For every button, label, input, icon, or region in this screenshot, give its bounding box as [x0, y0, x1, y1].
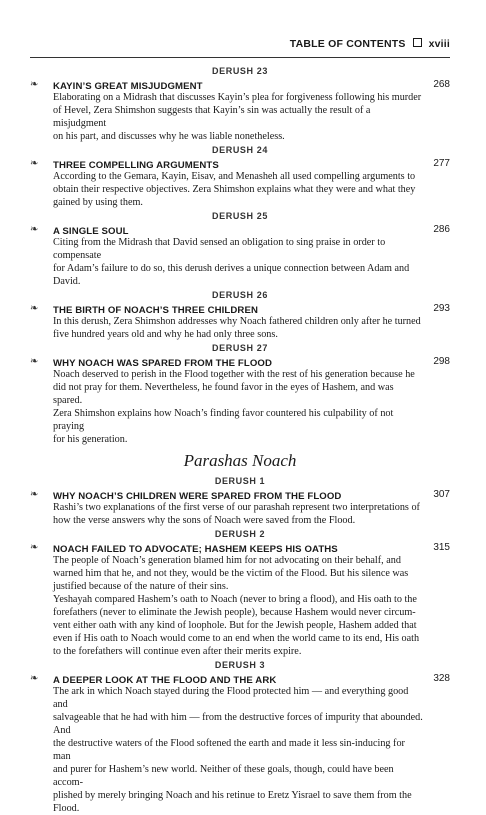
leaf-ornament-icon: ❧: [30, 489, 39, 500]
entry-title-row: [30, 488, 450, 502]
toc-entry[interactable]: [30, 672, 450, 815]
header-rule: [30, 57, 450, 58]
entry-description-line: plished by merely bringing Noach and his retinue to Eretz Yisrael to save them from the Flood.: [53, 790, 412, 814]
toc-entry[interactable]: [30, 157, 450, 209]
leaf-ornament-icon: ❧: [30, 158, 39, 169]
entry-description-line: the destructive waters of the Flood softened the earth and made it less sin-inducing for man: [53, 738, 405, 762]
derush-label: DERUSH 2: [214, 529, 266, 539]
entry-description-line: how the verse answers why the sons of Noach were saved from the Flood.: [53, 515, 356, 526]
entry-description-line: Rashi’s two explanations of the first verse of our parashah represent two interpretations of: [53, 502, 420, 513]
header-text: [290, 38, 450, 50]
running-header: [30, 38, 450, 52]
entry-description-line: for Adam’s failure to do so, this derush derives a unique connection between Adam and David.: [53, 263, 410, 287]
entry-title: THREE COMPELLING ARGUMENTS: [53, 160, 219, 171]
entry-title: A SINGLE SOUL: [53, 226, 129, 237]
toc-entry[interactable]: [30, 488, 450, 527]
toc-entry[interactable]: [30, 78, 450, 143]
entry-page-number: 268: [433, 79, 450, 90]
entry-title: KAYIN’S GREAT MISJUDGMENT: [53, 81, 203, 92]
entry-title-row: [30, 302, 450, 316]
entry-page-number: 277: [433, 158, 450, 169]
toc-section-bereishis: [30, 65, 450, 446]
entry-description-line: The ark in which Noach stayed during the Flood protected him — and everything good and: [53, 686, 409, 710]
toc-entry[interactable]: [30, 223, 450, 288]
entry-description-line: on his part, and discusses why he was liable nonetheless.: [53, 131, 285, 142]
entry-title: A DEEPER LOOK AT THE FLOOD AND THE ARK: [53, 675, 277, 686]
entry-title: WHY NOACH WAS SPARED FROM THE FLOOD: [53, 358, 273, 369]
entry-description-line: salvageable that he had with him — from the destructive forces of impurity that abounded. And: [53, 712, 423, 736]
derush-label: DERUSH 24: [212, 145, 268, 155]
leaf-ornament-icon: ❧: [30, 542, 39, 553]
entry-title-row: [30, 157, 450, 171]
entry-description-line: Citing from the Midrash that David sensed an obligation to sing praise in order to compensate: [53, 237, 386, 261]
entry-page-number: 315: [433, 542, 450, 553]
square-icon: [413, 38, 422, 47]
entry-title: WHY NOACH’S CHILDREN WERE SPARED FROM THE FLOOD: [53, 491, 342, 502]
entry-description-line: for his generation.: [53, 434, 128, 445]
toc-entry[interactable]: [30, 355, 450, 446]
header-page-number: xviii: [428, 38, 450, 50]
entry-description-line: five hundred years old and why he had only three sons.: [53, 329, 278, 340]
derush-label: DERUSH 1: [214, 476, 266, 486]
toc-entry[interactable]: [30, 302, 450, 341]
entry-description-line: justified because of the nature of their sins.: [53, 581, 229, 592]
entry-description-line: Noach deserved to perish in the Flood together with the rest of his generation because he: [53, 369, 415, 380]
entry-page-number: 293: [433, 303, 450, 314]
derush-label: DERUSH 3: [214, 660, 266, 670]
derush-label: DERUSH 25: [212, 211, 268, 221]
toc-entry[interactable]: [30, 541, 450, 658]
entry-description-line: and purer for Hashem’s new world. Neither of these goals, though, could have been accom-: [53, 764, 394, 788]
entry-description-line: gained by using them.: [53, 197, 143, 208]
entry-description-line: Elaborating on a Midrash that discusses Kayin’s plea for forgiveness following his murder: [53, 92, 422, 103]
derush-label: DERUSH 26: [212, 290, 268, 300]
entry-description-line: Yeshayah compared Hashem’s oath to Noach (never to bring a flood), and His oath to the: [53, 594, 417, 605]
leaf-ornament-icon: ❧: [30, 224, 39, 235]
derush-label: DERUSH 27: [212, 343, 268, 353]
derush-label: DERUSH 23: [212, 66, 268, 76]
entry-description-line: The people of Noach’s generation blamed him for not advocating on their behalf, and: [53, 555, 401, 566]
entry-title-row: [30, 355, 450, 369]
entry-title-row: [30, 672, 450, 686]
entry-page-number: 298: [433, 356, 450, 367]
entry-description-line: According to the Gemara, Kayin, Eisav, and Menasheh all used compelling arguments to: [53, 171, 416, 182]
entry-title-row: [30, 78, 450, 92]
leaf-ornament-icon: ❧: [30, 303, 39, 314]
toc-section-noach: [30, 475, 450, 815]
entry-page-number: 307: [433, 489, 450, 500]
header-section: TABLE OF CONTENTS: [289, 38, 406, 50]
entry-description-line: did not pray for them. Nevertheless, he found favor in the eyes of Hashem, and was spared.: [53, 382, 394, 406]
entry-description-line: even if His oath to Noach would come to an end when the world came to its end, His oath: [53, 633, 420, 644]
part-title: Parashas Noach: [183, 451, 297, 470]
entry-page-number: 286: [433, 224, 450, 235]
entry-description-line: of Hevel, Zera Shimshon suggests that Kayin’s sin was actually the result of a misjudgment: [53, 105, 371, 129]
entry-title: THE BIRTH OF NOACH’S THREE CHILDREN: [53, 305, 258, 316]
entry-title-row: [30, 223, 450, 237]
entry-description-line: obtain their respective objectives. Zera Shimshon explains what they were and what they: [53, 184, 416, 195]
entry-description-line: Zera Shimshon explains how Noach’s finding favor countered his culpability of not praying: [53, 408, 394, 432]
entry-description-line: to the forefathers will continue even after their merits expire.: [53, 646, 302, 657]
entry-title: NOACH FAILED TO ADVOCATE; HASHEM KEEPS HIS OATHS: [53, 544, 338, 555]
toc-content: [30, 64, 450, 815]
leaf-ornament-icon: ❧: [30, 79, 39, 90]
entry-description-line: vent either oath with any kind of loophole. But for the Jewish people, Hashem added that: [53, 620, 417, 631]
entry-description-line: In this derush, Zera Shimshon addresses why Noach fathered children only after he turned: [53, 316, 421, 327]
leaf-ornament-icon: ❧: [30, 673, 39, 684]
entry-page-number: 328: [433, 673, 450, 684]
entry-title-row: [30, 541, 450, 555]
leaf-ornament-icon: ❧: [30, 356, 39, 367]
entry-description-line: warned him that he, and not they, would be the victim of the Flood. But his silence was: [53, 568, 409, 579]
entry-description-line: forefathers (never to eliminate the Jewish people), because Hashem would never circum-: [53, 607, 416, 618]
